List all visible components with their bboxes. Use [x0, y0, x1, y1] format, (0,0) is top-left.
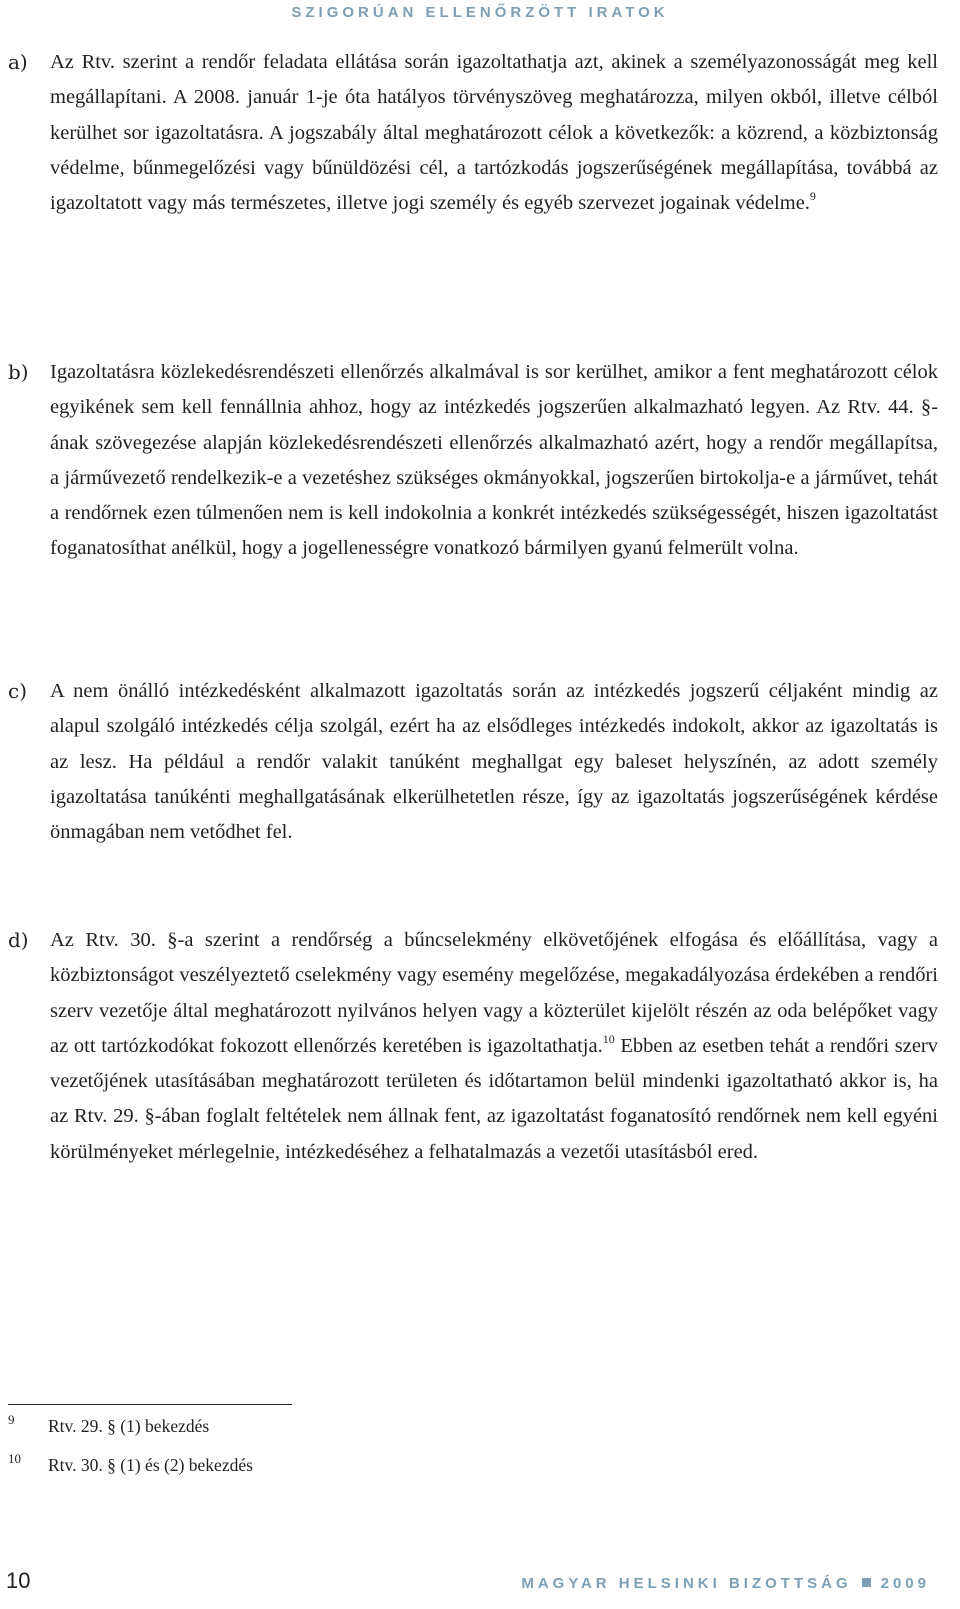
publisher-name: MAGYAR HELSINKI BIZOTTSÁG: [521, 1575, 852, 1592]
list-item-a: [8, 45, 938, 221]
square-separator-icon: [862, 1578, 871, 1587]
item-text: Igazoltatásra közlekedésrendészeti ellenőrzés alkalmával is sor kerülhet, amikor a fent meghatározott célok egyikének sem kell fennállnia ahhoz, hogy az intézkedés jogszerűen alkalmazható legyen. Az Rtv. 44. §-ának szövegezése alapján közlekedésrendészeti ellenőrzés alkalmazható azért, hogy a rendőr megállapítsa, a járművezető rendelkezik-e a vezetéshez szükséges okmányokkal, jogszerűen birtokolja-e a járművet, tehát a rendőrnek ezen túlmenően nem is kell indokolnia a konkrét intézkedés szükségességét, hiszen igazoltatást foganatosíthat anélkül, hogy a jogellenességre vonatkozó bármilyen gyanú felmerült volna.: [50, 361, 938, 560]
item-label: b): [8, 360, 29, 384]
footnote-text: Rtv. 29. § (1) bekezdés: [48, 1416, 210, 1436]
list-item-d: [8, 923, 938, 1170]
item-label: d): [8, 928, 29, 952]
item-text-before: Az Rtv. 30. §-a szerint a rendőrség a bűncselekmény elkövetőjének elfogása és előállítása, vagy a közbiztonságot veszélyeztető cselekmény vagy esemény megelőzése, megakadályozása érdekében a rendőri szerv vezetője által meghatározott nyilvános helyen vagy a közterület kijelölt részén az oda belépőket vagy az ott tartózkodókat fokozott ellenőrzés keretében is igazoltathatja.: [50, 929, 938, 1057]
item-label: c): [8, 679, 28, 703]
footer-publisher: [521, 1575, 930, 1592]
footnote-ref-9: 9: [809, 189, 816, 204]
page-number: 10: [6, 1568, 31, 1593]
running-header: SZIGORÚAN ELLENŐRZÖTT IRATOK: [291, 4, 669, 21]
item-label: a): [8, 50, 28, 74]
footnote-number: 9: [8, 1412, 15, 1427]
item-text: [50, 45, 938, 221]
footnote-ref-10: 10: [602, 1031, 615, 1046]
publication-year: 2009: [880, 1575, 930, 1592]
list-item-c: [8, 674, 938, 850]
item-text-body: Az Rtv. szerint a rendőr feladata ellátása során igazoltathatja azt, akinek a személyazonosságát meg kell megállapítani. A 2008. január 1-je óta hatályos törvényszöveg meghatározza, milyen okból, illetve célból kerülhet sor igazoltatásra. A jogszabály által meghatározott célok a következők: a közrend, a közbiztonság védelme, bűnmegelőzési vagy bűnüldözési cél, a tartózkodás jogszerűségének megállapítása, továbbá az igazoltatott vagy más természetes, illetve jogi személy és egyéb szervezet jogainak védelme.: [50, 51, 938, 215]
item-text: A nem önálló intézkedésként alkalmazott igazoltatás során az intézkedés jogszerű céljaként mindig az alapul szolgáló intézkedés célja szolgál, ezért ha az elsődleges intézkedés indokolt, akkor az igazoltatás is az lesz. Ha például a rendőr valakit tanúként meghallgat egy baleset helyszínén, az adott személy igazoltatása tanúkénti meghallgatásának elkerülhetetlen része, így az igazoltatás jogszerűségének kérdése önmagában nem vetődhet fel.: [50, 680, 938, 844]
item-text-after: Ebben az esetben tehát a rendőri szerv vezetőjének utasításában meghatározott területen és időtartamon belül mindenki igazoltatható akkor is, ha az Rtv. 29. §-ában foglalt feltételek nem állnak fent, az igazoltatást foganatosító rendőrnek nem kell egyéni körülményeket mérlegelnie, intézkedéséhez a felhatalmazás a vezetői utasításból ered.: [50, 1034, 938, 1163]
footnote-text: Rtv. 30. § (1) és (2) bekezdés: [48, 1455, 253, 1475]
footnote-divider: [8, 1404, 292, 1405]
item-text: [50, 923, 938, 1170]
list-item-b: [8, 355, 938, 567]
footnote-number: 10: [8, 1451, 21, 1466]
